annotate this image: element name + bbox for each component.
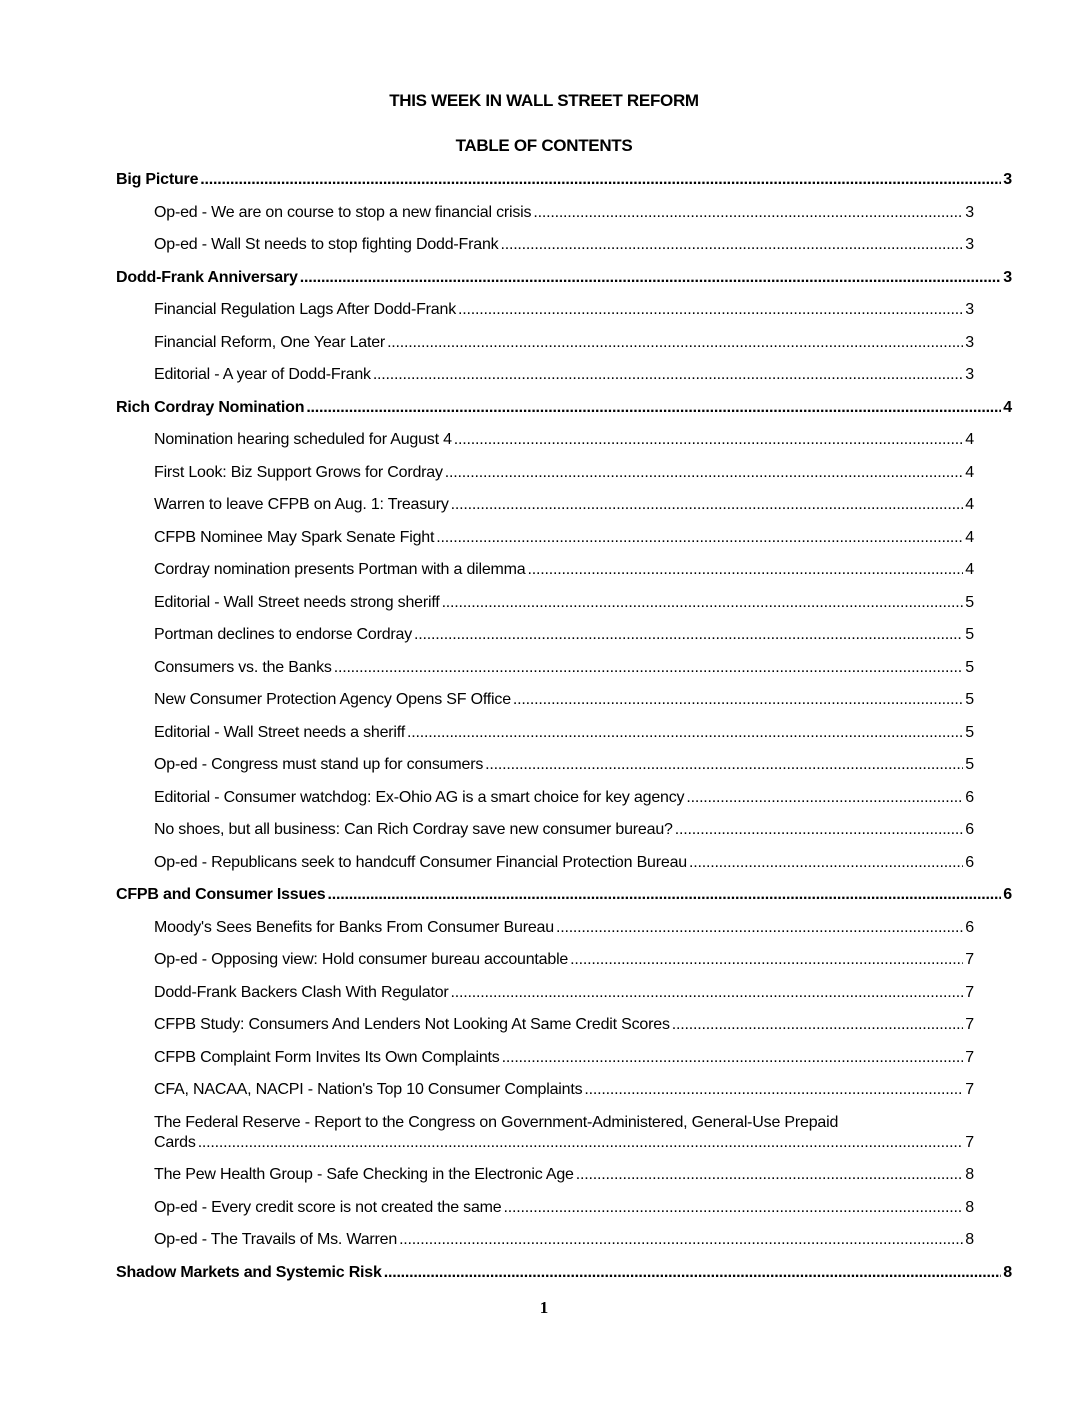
dot-leader <box>200 170 1001 190</box>
dot-leader <box>300 268 1002 288</box>
toc-entry[interactable] <box>154 528 974 548</box>
dot-leader <box>442 593 964 613</box>
toc-section[interactable] <box>116 268 1012 288</box>
toc-page-number: 5 <box>965 756 974 773</box>
toc-page-number: 6 <box>965 788 974 806</box>
dot-leader <box>451 495 964 515</box>
toc-page-number: 7 <box>965 951 974 968</box>
toc-entry-label: Op-ed - The Travails of Ms. Warren <box>154 1231 398 1248</box>
dot-leader <box>528 560 964 580</box>
toc-entry-label: Editorial - Consumer watchdog: Ex-Ohio AG is a smart choice for key agency <box>154 788 685 806</box>
toc-entry[interactable] <box>154 625 974 645</box>
toc-entry-label: CFA, NACAA, NACPI - Nation's Top 10 Consumer Complaints <box>154 1081 583 1098</box>
toc-entry-label: Moody's Sees Benefits for Banks From Consumer Bureau <box>154 918 554 936</box>
toc-page-number: 5 <box>965 723 974 741</box>
toc-entry-label: Op-ed - Congress must stand up for consumers <box>154 756 484 773</box>
toc-entry-label: Op-ed - Wall St needs to stop fighting Dodd-Frank <box>154 236 499 253</box>
toc-section[interactable] <box>116 170 1012 190</box>
toc-entry[interactable] <box>154 333 974 353</box>
toc-entry-label: CFPB Study: Consumers And Lenders Not Looking At Same Credit Scores <box>154 1016 670 1033</box>
toc-page-number: 5 <box>965 691 974 708</box>
toc-entry[interactable] <box>154 755 974 775</box>
toc-entry[interactable] <box>154 203 974 223</box>
dot-leader <box>198 1133 964 1153</box>
toc-entry-label: CFPB Nominee May Spark Senate Fight <box>154 528 435 546</box>
toc-page-number: 3 <box>1003 171 1012 188</box>
toc-page-number: 7 <box>965 1133 974 1151</box>
toc-entry[interactable] <box>154 788 974 808</box>
toc-page-number: 7 <box>965 1048 974 1066</box>
dot-leader <box>458 300 963 320</box>
toc-entry-label: Dodd-Frank Backers Clash With Regulator <box>154 983 449 1001</box>
toc-page-number: 3 <box>965 203 974 221</box>
toc-page-number: 3 <box>1003 268 1012 286</box>
toc-entry-label: First Look: Biz Support Grows for Cordray <box>154 463 443 481</box>
toc-entry-label: CFPB Complaint Form Invites Its Own Complaints <box>154 1048 500 1066</box>
toc-page-number: 6 <box>965 821 974 838</box>
toc-entry-label: Editorial - Wall Street needs strong sheriff <box>154 593 440 611</box>
dot-leader <box>327 885 1001 905</box>
toc-entry-label: Editorial - Wall Street needs a sheriff <box>154 723 405 741</box>
dot-leader <box>436 528 963 548</box>
toc-page-number: 3 <box>965 333 974 351</box>
dot-leader <box>513 690 963 710</box>
toc-entry[interactable] <box>154 365 974 385</box>
toc-entry[interactable] <box>154 1230 974 1250</box>
dot-leader <box>584 1080 963 1100</box>
toc-entry-label: Op-ed - Every credit score is not created the same <box>154 1198 502 1216</box>
dot-leader <box>454 430 964 450</box>
toc-entry-label: Consumers vs. the Banks <box>154 658 332 676</box>
toc-section-label: Rich Cordray Nomination <box>116 398 305 416</box>
dot-leader <box>556 918 963 938</box>
toc-entry-label: Warren to leave CFPB on Aug. 1: Treasury <box>154 496 449 513</box>
toc-entry-label: Portman declines to endorse Cordray <box>154 626 413 643</box>
toc-entry-label-line1: The Federal Reserve - Report to the Congress on Government-Administered, General-Use Prepaid <box>154 1113 839 1131</box>
toc-entry[interactable] <box>154 593 974 613</box>
toc-page-number: 6 <box>965 853 974 871</box>
toc-section[interactable] <box>116 885 1012 905</box>
toc-page-number: 4 <box>965 463 974 481</box>
toc-entry[interactable] <box>154 1198 974 1218</box>
toc-entry-label: Nomination hearing scheduled for August 4 <box>154 431 452 448</box>
toc-entry[interactable] <box>154 853 974 873</box>
dot-leader <box>500 235 963 255</box>
toc-page-number: 8 <box>965 1166 974 1183</box>
toc-heading: TABLE OF CONTENTS <box>455 136 633 155</box>
toc-entry[interactable] <box>154 950 974 970</box>
toc-entry-label: No shoes, but all business: Can Rich Cordray save new consumer bureau? <box>154 821 673 838</box>
toc-entry[interactable] <box>154 300 974 320</box>
toc-entry[interactable] <box>154 1015 974 1035</box>
toc-page-number: 8 <box>965 1198 974 1216</box>
toc-entry[interactable] <box>154 1080 974 1100</box>
toc-entry-label: Editorial - A year of Dodd-Frank <box>154 366 371 383</box>
dot-leader <box>570 950 963 970</box>
document-title: THIS WEEK IN WALL STREET REFORM <box>389 91 699 110</box>
toc-entry-label: Cordray nomination presents Portman with a dilemma <box>154 561 526 578</box>
dot-leader <box>384 1263 1002 1283</box>
dot-leader <box>306 398 1001 418</box>
toc-entry[interactable] <box>154 560 974 580</box>
dot-leader <box>675 820 964 840</box>
dot-leader <box>576 1165 964 1185</box>
toc-page-number: 8 <box>965 1231 974 1248</box>
toc-page-number: 3 <box>965 301 974 318</box>
toc-page-number: 6 <box>965 918 974 936</box>
dot-leader <box>399 1230 963 1250</box>
toc-entry[interactable] <box>154 658 974 678</box>
toc-page-number: 4 <box>965 561 974 578</box>
dot-leader <box>334 658 964 678</box>
toc-entry[interactable] <box>154 235 974 255</box>
toc-page-number: 4 <box>965 431 974 448</box>
toc-entry[interactable] <box>154 690 974 710</box>
dot-leader <box>445 463 964 483</box>
toc-section-label: Shadow Markets and Systemic Risk <box>116 1263 382 1281</box>
toc-entry-label-line2: Cards <box>154 1133 196 1151</box>
dot-leader <box>689 853 963 873</box>
toc-section-label: Big Picture <box>116 171 199 188</box>
toc-entry[interactable] <box>154 1048 974 1068</box>
toc-entry-label: Financial Regulation Lags After Dodd-Frank <box>154 301 456 318</box>
page-number: 1 <box>539 1298 549 1317</box>
toc-entry[interactable] <box>154 495 974 515</box>
toc-entry[interactable] <box>154 1113 974 1153</box>
toc-page-number: 7 <box>965 1016 974 1033</box>
dot-leader <box>533 203 963 223</box>
toc-page-number: 3 <box>965 236 974 253</box>
toc-page-number: 4 <box>965 528 974 546</box>
dot-leader <box>407 723 963 743</box>
toc-entry-label: Op-ed - Republicans seek to handcuff Consumer Financial Protection Bureau <box>154 853 687 871</box>
toc-entry-label: Op-ed - We are on course to stop a new financial crisis <box>154 203 532 221</box>
toc-section[interactable] <box>116 398 1012 418</box>
dot-leader <box>672 1015 964 1035</box>
dot-leader <box>502 1048 964 1068</box>
toc-page-number: 3 <box>965 366 974 383</box>
toc-page-number: 4 <box>965 496 974 513</box>
dot-leader <box>387 333 963 353</box>
toc-entry[interactable] <box>154 1165 974 1185</box>
toc-entry-label: The Pew Health Group - Safe Checking in the Electronic Age <box>154 1166 574 1183</box>
dot-leader <box>485 755 963 775</box>
dot-leader <box>686 788 963 808</box>
toc-entry-label: Financial Reform, One Year Later <box>154 333 386 351</box>
dot-leader <box>504 1198 964 1218</box>
toc-page-number: 4 <box>1003 398 1012 416</box>
toc-entry[interactable] <box>154 463 974 483</box>
toc-section-label: Dodd-Frank Anniversary <box>116 268 298 286</box>
toc-page-number: 7 <box>965 983 974 1001</box>
table-of-contents <box>116 170 1012 1295</box>
dot-leader <box>373 365 963 385</box>
dot-leader <box>414 625 963 645</box>
toc-page-number: 5 <box>965 626 974 643</box>
toc-page-number: 7 <box>965 1081 974 1098</box>
toc-section-label: CFPB and Consumer Issues <box>116 886 326 903</box>
dot-leader <box>451 983 964 1003</box>
toc-entry-label: Op-ed - Opposing view: Hold consumer bureau accountable <box>154 951 569 968</box>
toc-entry[interactable] <box>154 723 974 743</box>
toc-entry[interactable] <box>154 918 974 938</box>
toc-entry[interactable] <box>154 430 974 450</box>
toc-section[interactable] <box>116 1263 1012 1283</box>
toc-page-number: 5 <box>965 593 974 611</box>
toc-page-number: 6 <box>1003 886 1012 903</box>
toc-entry[interactable] <box>154 983 974 1003</box>
toc-page-number: 8 <box>1003 1263 1012 1281</box>
toc-entry-label: New Consumer Protection Agency Opens SF Office <box>154 691 511 708</box>
toc-page-number: 5 <box>965 658 974 676</box>
toc-entry[interactable] <box>154 820 974 840</box>
